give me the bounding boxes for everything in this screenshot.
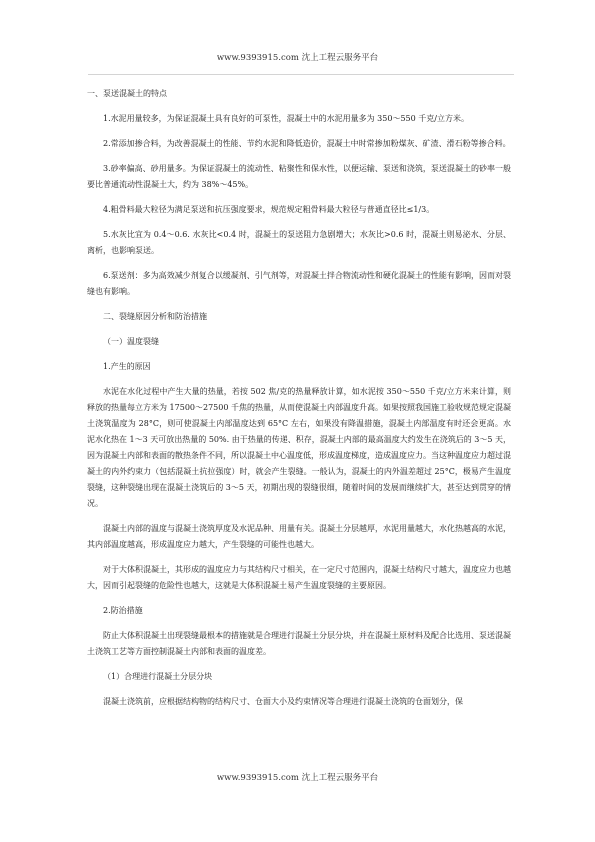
paragraph: 3.砂率偏高、砂用量多。为保证混凝土的流动性、粘聚性和保水性，以便运输、泵送和浇筑，泵送混凝土的砂率一般要比普通流动性混凝土大，约为 38%～45%。 (87, 164, 511, 189)
paragraph: 6.泵送剂：多为高效减少剂复合以缓凝剂、引气剂等，对混凝土拌合物流动性和硬化混凝土的性能有影响，因而对裂缝也有影响。 (87, 271, 511, 296)
subsection-heading: （一）温度裂缝 (103, 337, 159, 346)
paragraph: 水泥在水化过程中产生大量的热量，若按 502 焦/克的热量释放计算，如水泥按 350～550 千克/立方米来计算，则释放的热量每立方米为 17500～27500 千焦的热量，从而使混凝土内部温度升高。如果按照我国施工验收规范规定混凝土浇筑温度为 28°C，则可使混凝土内部温度达到 65°C 左右，如果没有降温措施，混凝土内部温度有时还会更高。水泥水化热在 1～3 天可放出热量的 50%. 由于热量的传递、积存，混凝土内部的最高温度大约发生在浇筑后的 3～5 天，因为混凝土内部和表面的散热条件不同，所以混凝土中心温度低，形成温度梯度，造成温度应力。当这种温度应力超过混凝土的内外约束力（包括混凝土抗拉强度）时，就会产生裂缝。一般认为，混凝土的内外温差超过 25°C，极易产生温度裂缝，这种裂缝出现在混凝土浇筑后的 3～5 天，初期出现的裂缝很细，随着时间的发展而继续扩大，甚至达到贯穿的情况。 (87, 387, 511, 508)
paragraph: 混凝土内部的温度与混凝土浇筑厚度及水泥品种、用量有关。混凝土分层越厚，水泥用量越大，水化热越高的水泥，其内部温度越高，形成温度应力越大，产生裂缝的可能性也越大。 (87, 524, 511, 549)
header-divider (88, 74, 514, 75)
paragraph: 对于大体积混凝土，其形成的温度应力与其结构尺寸相关，在一定尺寸范围内，混凝土结构尺寸越大，温度应力也越大，因而引起裂缝的危险性也越大，这就是大体积混凝土易产生温度裂缝的主要原因。 (87, 565, 511, 590)
subsection-heading: （1）合理进行混凝土分层分块 (103, 672, 213, 681)
paragraph: 4.粗骨料最大粒径为满足泵送和抗压强度要求，规范规定粗骨料最大粒径与普通直径比≤1/3。 (103, 205, 435, 214)
paragraph: 5.水灰比宜为 0.4～0.6. 水灰比<0.4 时，混凝土的泵送阻力急剧增大；水灰比>0.6 时，混凝土则易泌水、分层、离析，也影响泵送。 (87, 230, 511, 255)
page-header: www.9393915.com 沈上工程云服务平台 (216, 53, 379, 63)
paragraph: 混凝土浇筑前，应根据结构物的结构尺寸、仓面大小及约束情况等合理进行混凝土浇筑的仓面划分，保 (103, 697, 463, 706)
subsection-heading: 1.产生的原因 (103, 362, 151, 371)
section-heading: 一、泵送混凝土的特点 (87, 89, 167, 98)
section-heading: 二、裂缝原因分析和防治措施 (103, 312, 207, 321)
paragraph: 1.水泥用量较多，为保证混凝土具有良好的可泵性，混凝土中的水泥用量多为 350～550 千克/立方米。 (103, 114, 469, 123)
paragraph: 2.常添加掺合料，为改善混凝土的性能、节约水泥和降低造价，混凝土中时常掺加粉煤灰、矿渣、滑石粉等掺合料。 (103, 139, 511, 148)
paragraph: 防止大体积混凝土出现裂缝最根本的措施就是合理进行混凝土分层分块，并在混凝土原材料及配合比选用、泵送混凝土浇筑工艺等方面控制混凝土内部和表面的温度差。 (87, 631, 511, 656)
page-footer: www.9393915.com 沈上工程云服务平台 (216, 773, 379, 783)
document-body (87, 86, 511, 719)
subsection-heading: 2.防治措施 (103, 606, 143, 615)
